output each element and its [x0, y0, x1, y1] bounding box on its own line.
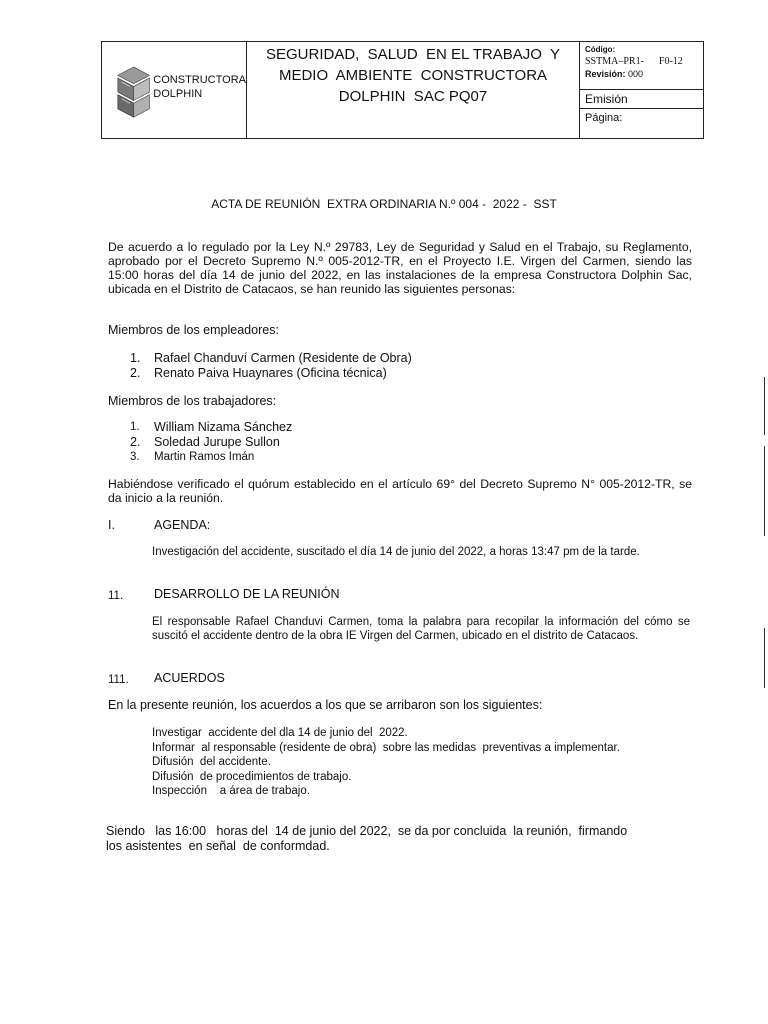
- employers-list: [130, 351, 412, 381]
- document-title-cell: [247, 42, 580, 139]
- codigo-label: Código:: [585, 45, 616, 54]
- list-item: 1. William Nizama Sánchez: [130, 420, 293, 434]
- logo-line2: DOLPHIN: [153, 87, 203, 100]
- workers-list: [130, 420, 292, 465]
- scan-edge-line: [764, 446, 765, 536]
- intro-paragraph: De acuerdo a lo regulado por la Ley N.º 29783, Ley de Seguridad y Salud en el Trabajo, su Reglamento, aprobado por el Decreto Supremo N.º 005-2012-TR, en el Proyecto I.E. Virgen del Carmen, siendo las 15:00 horas del día 14 de junio del 2022, en las instalaciones de la empresa Constructora Dolphin Sac, ubicada en el Distrito de Catacaos, se han reunido las siguientes personas:: [108, 240, 692, 296]
- emision-row: [580, 90, 703, 109]
- title-line2: MEDIO AMBIENTE CONSTRUCTORA: [278, 67, 548, 84]
- workers-heading: Miembros de los trabajadores:: [108, 394, 277, 408]
- list-item: 2. Soledad Jurupe Sullon: [130, 435, 280, 449]
- closing-line2: los asistentes en señal de conformdad.: [106, 839, 330, 853]
- list-item: Informar al responsable (residente de obra) sobre las medidas preventivas a implementar.: [152, 741, 620, 754]
- company-logo-text: [153, 73, 246, 101]
- list-item: Inspección a área de trabajo.: [152, 785, 310, 798]
- desarrollo-text: El responsable Rafael Chanduvi Carmen, toma la palabra para recopilar la información del cómo se suscitó el accidente dentro de la obra IE Virgen del Carmen, ubicado en el distrito de Catacaos.: [152, 616, 690, 642]
- scan-edge-line: [764, 628, 765, 688]
- pagina-label: Página:: [585, 112, 623, 124]
- logo-line1: CONSTRUCTORA: [153, 73, 246, 86]
- list-item: 3. Martin Ramos Imán: [130, 451, 255, 463]
- acuerdos-title: ACUERDOS: [154, 671, 225, 685]
- company-logo-cell: [102, 42, 247, 139]
- list-item: Difusión del accidente.: [152, 756, 271, 769]
- acuerdos-intro: En la presente reunión, los acuerdos a los que se arribaron son los siguientes:: [108, 698, 543, 712]
- document-header: [101, 41, 704, 139]
- list-item: 2. Renato Paiva Huaynares (Oficina técnica): [130, 366, 387, 380]
- scan-edge-line: [764, 377, 765, 435]
- company-logo-icon: [116, 63, 151, 123]
- revision-label: Revisión:: [585, 69, 626, 79]
- quorum-paragraph: Habiéndose verificado el quórum establecido en el artículo 69° del Decreto Supremo N° 005-2012-TR, se da inicio a la reunión.: [108, 477, 692, 505]
- list-item: Difusión de procedimientos de trabajo.: [152, 770, 352, 783]
- employers-heading: Miembros de los empleadores:: [108, 323, 279, 337]
- closing-line1: Siendo las 16:00 horas del 14 de junio del 2022, se da por concluida la reunión, firmando: [106, 824, 628, 838]
- list-item: 1. Rafael Chanduví Carmen (Residente de Obra): [130, 351, 412, 365]
- desarrollo-number: 11.: [108, 590, 124, 602]
- emision-label: Emisión: [585, 92, 628, 106]
- desarrollo-title: DESARROLLO DE LA REUNIÓN: [154, 587, 340, 601]
- codigo-revision-row: [580, 42, 703, 90]
- agenda-text: Investigación del accidente, suscitado el día 14 de junio del 2022, a horas 13:47 pm de la tarde.: [152, 546, 640, 558]
- list-item: Investigar accidente del dla 14 de junio del 2022.: [152, 727, 408, 739]
- acuerdos-number: 111.: [108, 674, 129, 686]
- title-line3: DOLPHIN SAC PQ07: [338, 88, 488, 105]
- title-line1: SEGURIDAD, SALUD EN EL TRABAJO Y: [266, 46, 560, 63]
- codigo-value: SSTMA–PR1- F0-12: [585, 56, 683, 67]
- document-meta-cell: [580, 42, 703, 139]
- acuerdos-list: [152, 726, 620, 799]
- pagina-row: [580, 109, 703, 139]
- agenda-number: I.: [108, 518, 115, 532]
- agenda-title: AGENDA:: [154, 518, 211, 532]
- acta-title: ACTA DE REUNIÓN EXTRA ORDINARIA N.º 004 - 2022 - SST: [211, 197, 557, 211]
- revision-value: 000: [628, 69, 644, 79]
